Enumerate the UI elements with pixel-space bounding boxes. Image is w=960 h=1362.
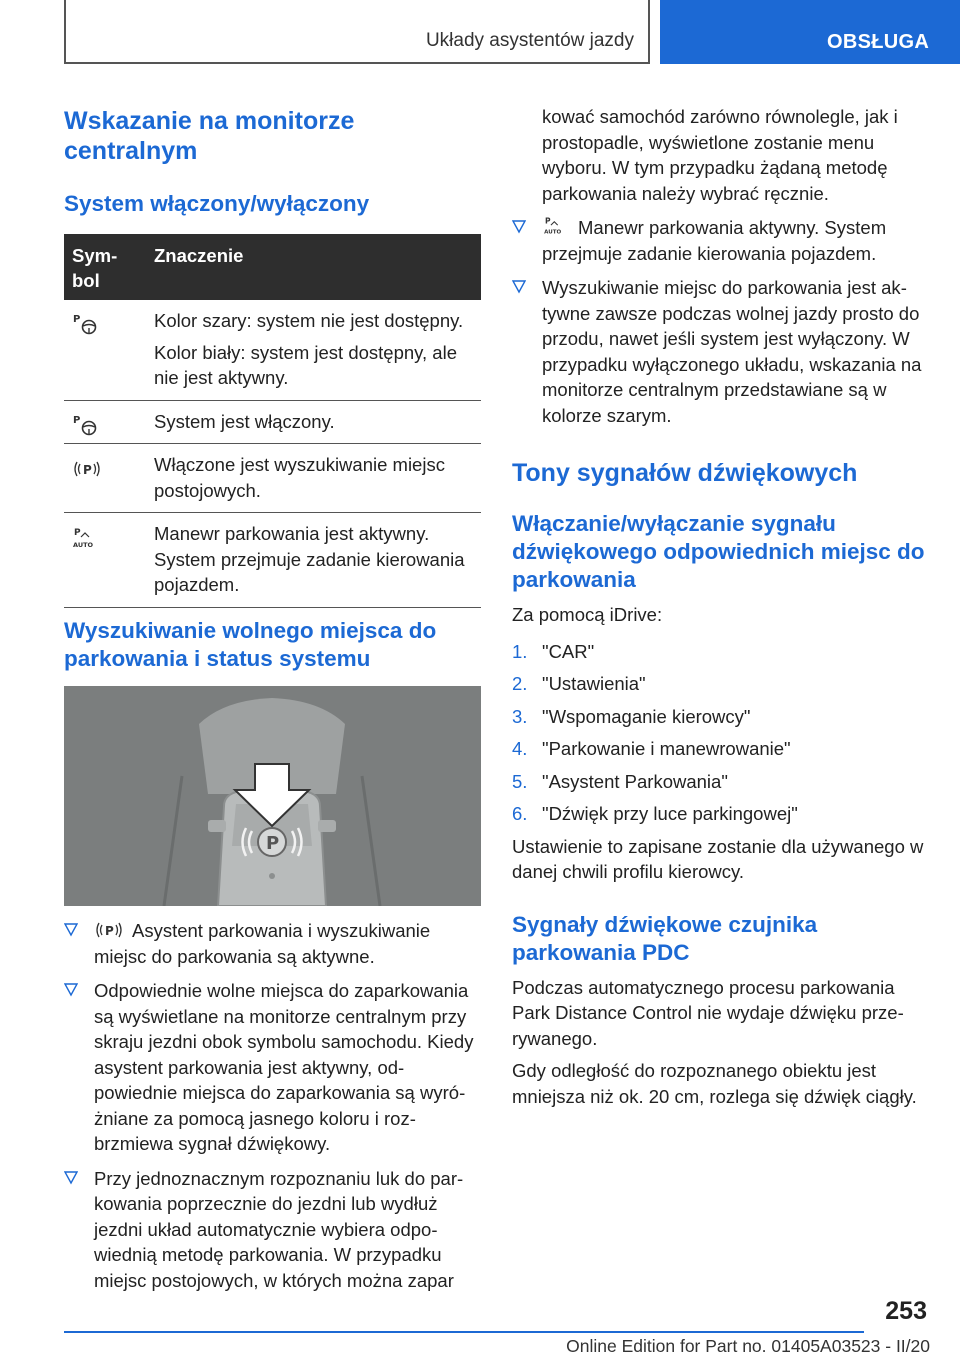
page-number: 253 xyxy=(885,1297,927,1325)
table-header xyxy=(64,234,481,300)
row-text: Kolor biały: system jest dostępny, ale nie jest aktywny. xyxy=(154,341,457,388)
list-item xyxy=(512,736,926,762)
bullet-text: Wyszukiwanie miejsc do parkowania jest aktywne zawsze podczas wolnej jazdy prosto do przodu, nawet jeśli system jest wyłączony. W przypadku wyłączonego układu, wskazania na monitorze centralnym przedstawiane są w kolorze szarym. xyxy=(542,277,922,426)
svg-text:P: P xyxy=(74,528,81,538)
left-bullets-container xyxy=(64,918,481,1302)
list-item xyxy=(512,215,926,266)
step-number: 5. xyxy=(512,770,528,792)
parking-search-icon xyxy=(72,456,102,482)
step-text: "Ustawienia" xyxy=(542,673,646,694)
svg-text:P: P xyxy=(83,463,92,477)
step-text: "Dźwięk przy luce parkingowej" xyxy=(542,803,798,824)
idrive-steps-list xyxy=(512,639,926,827)
list-item xyxy=(64,918,481,969)
svg-text:P: P xyxy=(73,414,81,426)
parking-display-illustration xyxy=(64,686,481,906)
table-row xyxy=(64,513,481,608)
section-title-tones: Tony sygnałów dźwiękowych xyxy=(512,459,858,487)
status-bullet-list xyxy=(64,918,481,1293)
col-meaning-header: Znaczenie xyxy=(154,245,244,266)
svg-text:AUTO: AUTO xyxy=(73,541,94,549)
step-text: "Wspomaganie kierowcy" xyxy=(542,705,751,727)
right-bullet-list xyxy=(512,215,926,428)
table-row xyxy=(64,300,481,401)
page-title: Wskazanie na monitorze centralnym xyxy=(64,107,355,165)
pdc-paragraph-1: Podczas automatycznego procesu parkowania Park Distance Control nie wydaje dźwięku przerywanego. xyxy=(512,976,904,1049)
step-text: "CAR" xyxy=(542,640,595,662)
step-number: 6. xyxy=(512,803,528,824)
chapter-tab[interactable] xyxy=(660,0,960,64)
profile-note: Ustawienie to zapisane zostanie dla używanego w danej chwili profilu kierowcy. xyxy=(512,835,924,882)
bullet-text: Odpowiednie wolne miejsca do zaparkowania są wyświetlane na monitorze centralnym przy skraju jezdni obok symbolu samochodu. Kiedy asystent parkowania jest aktywny, odpowiednie miejsca do zaparkowania są wyróżniane za pomocą jasnego koloru i rozbrzmiewa sygnał dźwiękowy. xyxy=(94,980,474,1154)
list-item xyxy=(512,769,926,795)
step-number: 3. xyxy=(512,705,528,727)
step-number: 1. xyxy=(512,640,528,662)
parking-search-icon xyxy=(94,920,124,940)
bullet-triangle-icon xyxy=(64,1169,78,1185)
parking-auto-icon xyxy=(72,525,102,551)
step-number: 4. xyxy=(512,738,528,759)
symbol-table xyxy=(64,234,481,608)
svg-text:P: P xyxy=(266,833,280,854)
svg-text:P: P xyxy=(545,216,551,226)
bullet-text: Przy jednoznacznym rozpoznaniu luk do parkowania poprzecznie do jezdni lub wydłuż jezdni układ automatycznie wybiera odpowiednią metodę parkowania. W przypadku miejsc postojowych, w których można zapar xyxy=(94,1167,464,1291)
svg-text:P: P xyxy=(73,314,81,325)
row-text: System jest włączony. xyxy=(154,410,335,432)
intro-text: Za pomocą iDrive: xyxy=(512,604,663,625)
chapter-tab-label: OBSŁUGA xyxy=(827,31,930,53)
parking-assistant-icon xyxy=(72,312,102,338)
svg-text:P: P xyxy=(105,924,114,938)
header-frame xyxy=(64,0,650,64)
subsection-title-pdc: Sygnały dźwiękowe czujnika parkowania PDC xyxy=(512,911,818,965)
list-item xyxy=(512,671,926,697)
parking-assistant-on-icon xyxy=(72,413,102,439)
bullet-triangle-icon xyxy=(64,921,78,937)
bullet-triangle-icon xyxy=(512,218,526,234)
parking-auto-icon xyxy=(542,215,570,237)
table-row xyxy=(64,444,481,513)
list-item xyxy=(512,275,926,428)
section-title: Układy asystentów jazdy xyxy=(425,30,634,51)
bullet-text: Asystent parkowania i wyszukiwanie miejsc do parkowania są aktywne. xyxy=(94,920,431,967)
row-text: Kolor szary: system nie jest dostępny. xyxy=(154,310,464,331)
step-text: "Parkowanie i manewrowanie" xyxy=(542,738,791,759)
section-title-parking-search: Wyszukiwanie wolnego miejsca do parkowania i status systemu xyxy=(64,618,437,671)
bullet-triangle-icon xyxy=(64,981,78,997)
list-item xyxy=(64,1166,481,1294)
step-number: 2. xyxy=(512,673,528,694)
list-item xyxy=(512,639,926,665)
row-text: Manewr parkowania jest aktywny. System przejmuje zadanie kierowania pojazdem. xyxy=(154,523,465,595)
subtitle-system-status: System włączony/wyłączony xyxy=(64,191,370,216)
svg-text:AUTO: AUTO xyxy=(544,229,562,236)
pdc-paragraph-2: Gdy odległość do rozpoznanego obiektu jest mniejsza niż ok. 20 cm, rozlega się dźwięk ciągły. xyxy=(512,1060,917,1107)
car-top-view-image xyxy=(64,686,481,906)
footer-divider xyxy=(64,1331,864,1333)
list-item xyxy=(64,978,481,1157)
list-item xyxy=(512,704,926,730)
col-symbol-header: Sym- bol xyxy=(72,245,118,291)
table-row xyxy=(64,401,481,445)
right-column xyxy=(512,104,926,1109)
subsection-title-signal: Włączanie/wyłączanie sygnału dźwiękowego odpowiednich miejsc do parkowania xyxy=(512,511,925,592)
continuation-text: kować samochód zarówno równolegle, jak i prostopadle, wyświetlone zostanie menu wyboru. W tym przypadku żądaną metodę parkowania należy wybrać ręcznie. xyxy=(542,106,898,204)
bullet-triangle-icon xyxy=(512,278,526,294)
list-item xyxy=(512,801,926,827)
row-text: Włączone jest wyszukiwanie miejsc postojowych. xyxy=(154,454,445,501)
step-text: "Asystent Parkowania" xyxy=(542,770,728,792)
edition-text: Online Edition for Part no. 01405A03523 - II/20 xyxy=(566,1336,930,1356)
bullet-text: Manewr parkowania aktywny. System przejmuje zadanie kierowania pojazdem. xyxy=(542,217,887,264)
